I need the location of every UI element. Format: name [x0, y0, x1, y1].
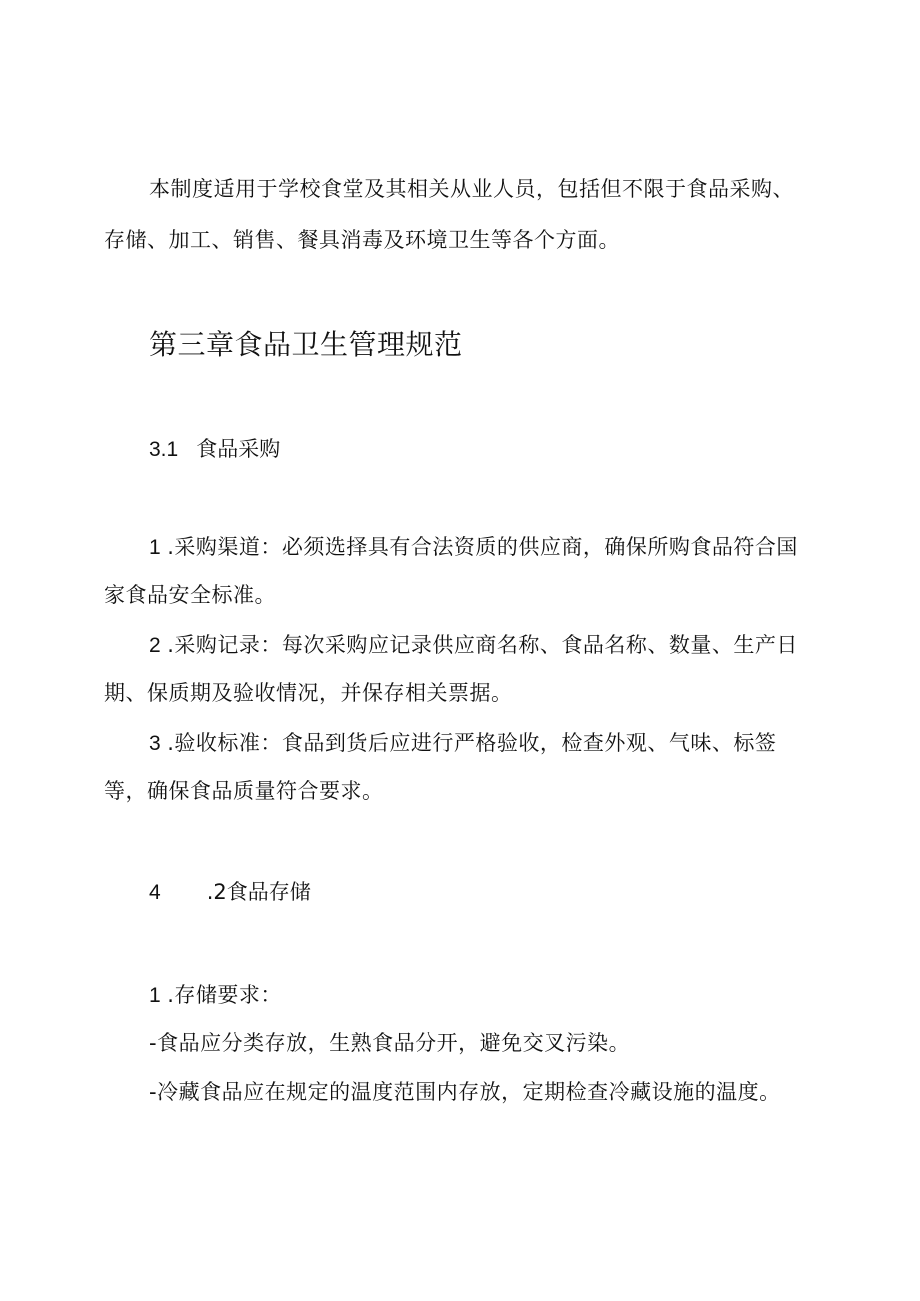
storage-bullet-2: -冷藏食品应在规定的温度范围内存放，定期检查冷藏设施的温度。: [149, 1080, 781, 1104]
intro-line-1: 本制度适用于学校食堂及其相关从业人员，包括但不限于食品采购、: [149, 177, 794, 201]
section-number: 3.1: [149, 438, 179, 461]
item-number: 2: [149, 634, 162, 657]
chapter-title: 第三章食品卫生管理规范: [149, 328, 463, 361]
item-text: .采购渠道：必须选择具有合法资质的供应商，确保所购食品符合国: [167, 535, 798, 559]
item-number: 1: [149, 984, 162, 1007]
section-heading-4-2: [149, 877, 311, 908]
storage-item-1: [149, 980, 282, 1011]
item-2-line-1: [149, 630, 798, 661]
item-number: 1: [149, 536, 162, 559]
item-number: 3: [149, 732, 162, 755]
item-3-line-1: [149, 728, 776, 759]
section-title: .2食品存储: [206, 880, 311, 904]
item-1-line-2: 家食品安全标准。: [104, 583, 276, 607]
intro-line-2: 存储、加工、销售、餐具消毒及环境卫生等各个方面。: [104, 228, 620, 252]
section-heading-3-1: [149, 434, 280, 465]
item-text: .存储要求：: [167, 983, 282, 1007]
item-2-line-2: 期、保质期及验收情况，并保存相关票据。: [104, 681, 513, 705]
item-3-line-2: 等，确保食品质量符合要求。: [104, 779, 384, 803]
storage-bullet-1: -食品应分类存放，生熟食品分开，避免交叉污染。: [149, 1031, 631, 1055]
item-1-line-1: [149, 532, 798, 563]
section-title: 食品采购: [196, 437, 281, 461]
section-number: 4: [149, 881, 161, 904]
item-text: .采购记录：每次采购应记录供应商名称、食品名称、数量、生产日: [167, 633, 798, 657]
item-text: .验收标准：食品到货后应进行严格验收，检查外观、气味、标签: [167, 731, 777, 755]
